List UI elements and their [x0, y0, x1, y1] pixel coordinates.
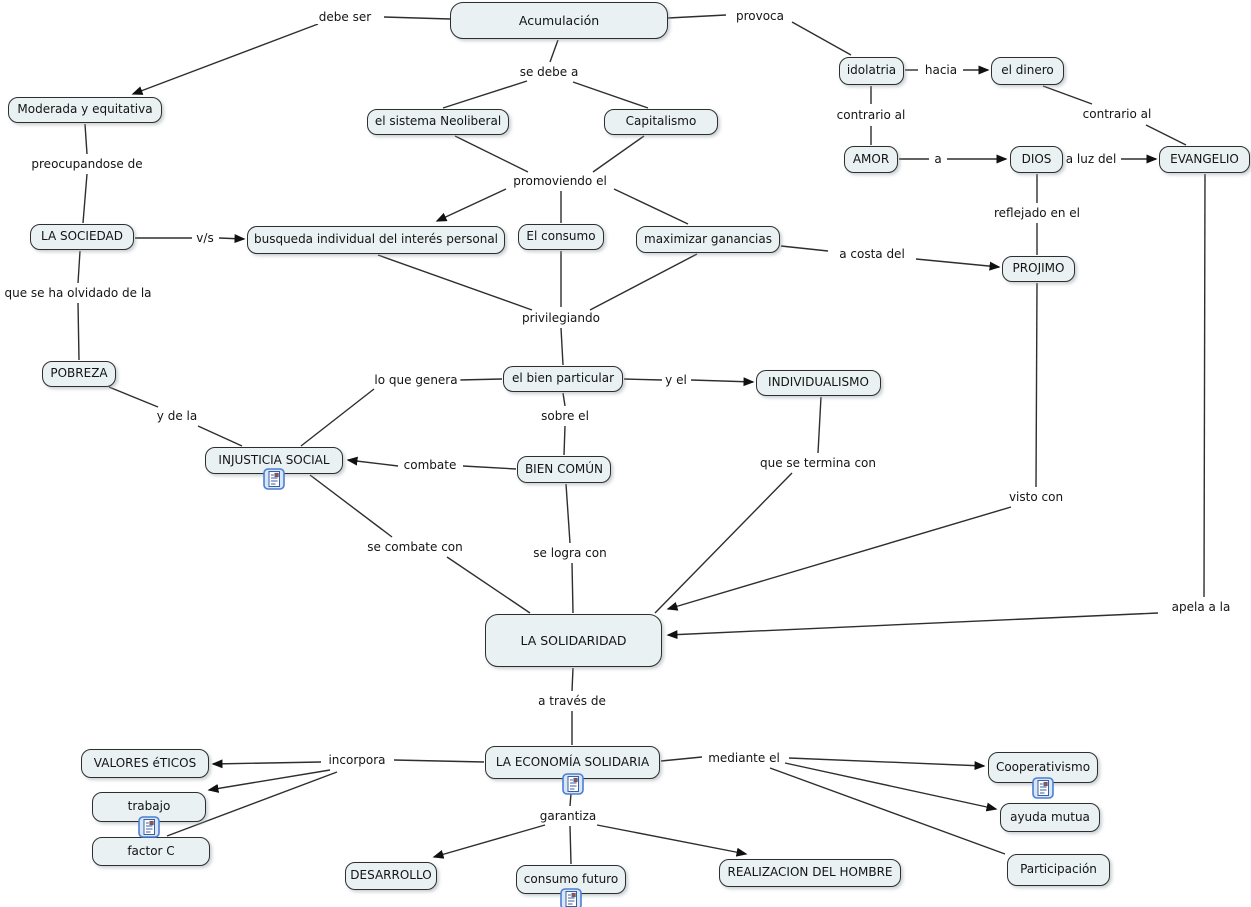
- resource-icon[interactable]: [263, 468, 285, 490]
- linking-phrase-preocupandose-de[interactable]: preocupandose de: [28, 157, 145, 171]
- node-label: busqueda individual del interés personal: [253, 232, 499, 247]
- node-ayuda-mutua[interactable]: [1000, 803, 1100, 832]
- node-label: LA SOLIDARIDAD: [520, 632, 627, 648]
- edge-line: [447, 557, 530, 613]
- edge-line: [572, 668, 573, 691]
- node-idolatria[interactable]: [839, 57, 904, 85]
- linking-phrase-y-el[interactable]: y el: [662, 373, 690, 387]
- edge-line: [573, 82, 648, 108]
- node-label: LA ECONOMÍA SOLIDARIA: [495, 754, 650, 769]
- node-bien-comun[interactable]: [517, 456, 611, 483]
- edge-line: [570, 826, 571, 864]
- edge-line: [1204, 174, 1205, 597]
- edge-line: [434, 825, 545, 857]
- linking-phrase-se-combate-con[interactable]: se combate con: [364, 540, 466, 554]
- linking-phrase-sobre-el[interactable]: sobre el: [538, 409, 592, 423]
- edge-line: [301, 389, 374, 446]
- linking-phrase-contrario-al-1[interactable]: contrario al: [834, 108, 909, 122]
- node-label: el dinero: [1001, 63, 1054, 78]
- node-label: VALORES éTICOS: [93, 755, 197, 770]
- edge-line: [378, 255, 532, 310]
- node-label: maximizar ganancias: [644, 231, 772, 246]
- edge-line: [1043, 86, 1092, 104]
- linking-phrase-visto-con[interactable]: visto con: [1006, 490, 1066, 504]
- edge-line: [916, 259, 999, 267]
- linking-phrase-privilegiando[interactable]: privilegiando: [519, 311, 603, 325]
- edge-line: [593, 136, 644, 172]
- linking-phrase-contrario-al-2[interactable]: contrario al: [1080, 107, 1155, 121]
- node-label: El consumo: [526, 229, 596, 244]
- linking-phrase-a-costa-del[interactable]: a costa del: [836, 247, 908, 261]
- node-label: el sistema Neoliberal: [374, 114, 502, 129]
- node-label: consumo futuro: [523, 871, 619, 886]
- node-label: REALIZACION DEL HOMBRE: [727, 865, 893, 880]
- node-la-solidaridad[interactable]: [485, 614, 662, 667]
- linking-phrase-se-debe-a[interactable]: se debe a: [517, 65, 582, 79]
- edge-line: [550, 40, 558, 62]
- node-label: idolatria: [846, 63, 897, 78]
- node-label: AMOR: [852, 151, 890, 166]
- linking-phrase-se-logra-con[interactable]: se logra con: [530, 546, 609, 560]
- node-moderada[interactable]: [8, 97, 162, 123]
- edge-line: [561, 328, 563, 365]
- node-label: POBREZA: [50, 366, 108, 381]
- edge-line: [209, 770, 330, 790]
- node-label: Capitalismo: [625, 114, 697, 129]
- edge-line: [219, 238, 244, 239]
- edge-line: [691, 380, 753, 382]
- edge-line: [455, 136, 528, 172]
- node-label: ayuda mutua: [1010, 809, 1090, 824]
- node-label: DIOS: [1021, 151, 1052, 166]
- linking-phrase-que-se-ha-olvidado[interactable]: que se ha olvidado de la: [2, 286, 155, 300]
- node-label: trabajo: [127, 799, 171, 814]
- edge-line: [818, 397, 821, 453]
- node-participacion[interactable]: [1007, 854, 1110, 886]
- linking-phrase-que-se-termina-con[interactable]: que se termina con: [757, 456, 879, 470]
- resource-icon[interactable]: [562, 773, 584, 795]
- edge-line: [781, 246, 828, 251]
- node-maximizar[interactable]: [636, 226, 780, 253]
- linking-phrase-lo-que-genera[interactable]: lo que genera: [371, 373, 460, 387]
- edge-line: [78, 251, 80, 283]
- edge-line: [1036, 283, 1037, 487]
- resource-icon[interactable]: [560, 888, 582, 907]
- linking-phrase-reflejado-en-el[interactable]: reflejado en el: [991, 206, 1083, 220]
- node-capitalismo[interactable]: [604, 109, 718, 135]
- edge-line: [564, 426, 565, 455]
- edge-line: [792, 22, 851, 55]
- edge-line: [785, 763, 996, 809]
- linking-phrase-apela-a-la[interactable]: apela a la: [1169, 600, 1234, 614]
- edge-line: [668, 507, 1011, 609]
- node-label: INJUSTICIA SOCIAL: [218, 452, 330, 467]
- linking-phrase-promoviendo-el[interactable]: promoviendo el: [510, 174, 610, 188]
- linking-phrase-incorpora[interactable]: incorpora: [325, 753, 388, 767]
- linking-phrase-garantiza[interactable]: garantiza: [537, 809, 600, 823]
- edge-line: [614, 189, 688, 224]
- edge-line: [789, 758, 984, 766]
- edge-line: [213, 762, 321, 764]
- linking-phrase-a-luz-del[interactable]: a luz del: [1063, 152, 1120, 166]
- edge-line: [572, 563, 573, 613]
- node-label: DESARROLLO: [350, 868, 432, 883]
- node-la-sociedad[interactable]: [30, 224, 134, 250]
- edge-line: [661, 757, 702, 761]
- node-acumulacion[interactable]: [450, 2, 668, 39]
- node-el-consumo[interactable]: [518, 224, 604, 250]
- edge-line: [443, 81, 527, 108]
- edge-line: [566, 484, 570, 543]
- edge-line: [563, 393, 565, 406]
- node-label: Cooperativismo: [995, 759, 1091, 774]
- edge-line: [133, 24, 318, 94]
- node-label: LA SOCIEDAD: [40, 229, 124, 244]
- resource-icon[interactable]: [1032, 777, 1054, 799]
- linking-phrase-a-traves-de[interactable]: a través de: [535, 694, 609, 708]
- edge-line: [437, 189, 506, 221]
- edge-line: [198, 426, 242, 446]
- edge-line: [770, 768, 1005, 854]
- node-factor-c[interactable]: [92, 837, 210, 866]
- node-label: Participación: [1020, 862, 1097, 877]
- edge-line: [384, 17, 450, 19]
- node-bien-particular[interactable]: [503, 366, 623, 392]
- edge-line: [394, 760, 484, 762]
- linking-phrase-debe-ser[interactable]: debe ser: [316, 10, 374, 24]
- edge-line: [459, 379, 502, 380]
- node-individualismo[interactable]: [756, 370, 881, 396]
- edge-line: [668, 15, 726, 18]
- node-valores-eticos[interactable]: [81, 749, 209, 778]
- edge-line: [597, 825, 746, 854]
- linking-phrase-provoca[interactable]: provoca: [733, 9, 787, 23]
- linking-phrase-a[interactable]: a: [931, 152, 944, 166]
- node-evangelio[interactable]: [1159, 146, 1250, 173]
- node-projimo[interactable]: [1002, 256, 1075, 282]
- node-sistema-neoliberal[interactable]: [367, 109, 509, 135]
- node-label: BIEN COMÚN: [524, 461, 604, 476]
- edge-line: [310, 475, 392, 537]
- node-pobreza[interactable]: [42, 361, 116, 387]
- edge-line: [463, 466, 516, 469]
- node-realizacion[interactable]: [719, 859, 901, 887]
- node-label: Acumulación: [518, 12, 600, 28]
- edge-line: [1146, 125, 1186, 145]
- node-label: Moderada y equitativa: [17, 102, 153, 117]
- edge-line: [109, 387, 158, 407]
- edge-line: [668, 613, 1158, 635]
- node-label: factor C: [127, 843, 175, 858]
- edge-line: [78, 303, 79, 360]
- node-desarrollo[interactable]: [345, 862, 437, 890]
- node-label: PROJIMO: [1012, 261, 1065, 276]
- linking-phrase-mediante-el[interactable]: mediante el: [705, 751, 783, 765]
- node-busqueda[interactable]: [247, 226, 505, 254]
- node-el-dinero[interactable]: [991, 57, 1064, 85]
- node-label: EVANGELIO: [1170, 151, 1239, 166]
- edge-line: [590, 254, 697, 310]
- node-label: el bien particular: [511, 371, 615, 386]
- edge-line: [624, 379, 662, 380]
- node-label: INDIVIDUALISMO: [768, 375, 869, 390]
- edge-line: [85, 124, 87, 154]
- node-dios[interactable]: [1010, 146, 1063, 173]
- edge-line: [83, 174, 87, 223]
- edge-line: [348, 460, 398, 466]
- linking-phrase-combate[interactable]: combate: [401, 458, 460, 472]
- linking-phrase-hacia[interactable]: hacia: [922, 63, 960, 77]
- resource-icon[interactable]: [138, 816, 160, 838]
- linking-phrase-v-s[interactable]: v/s: [193, 231, 216, 245]
- node-amor[interactable]: [844, 146, 898, 173]
- linking-phrase-y-de-la[interactable]: y de la: [154, 409, 200, 423]
